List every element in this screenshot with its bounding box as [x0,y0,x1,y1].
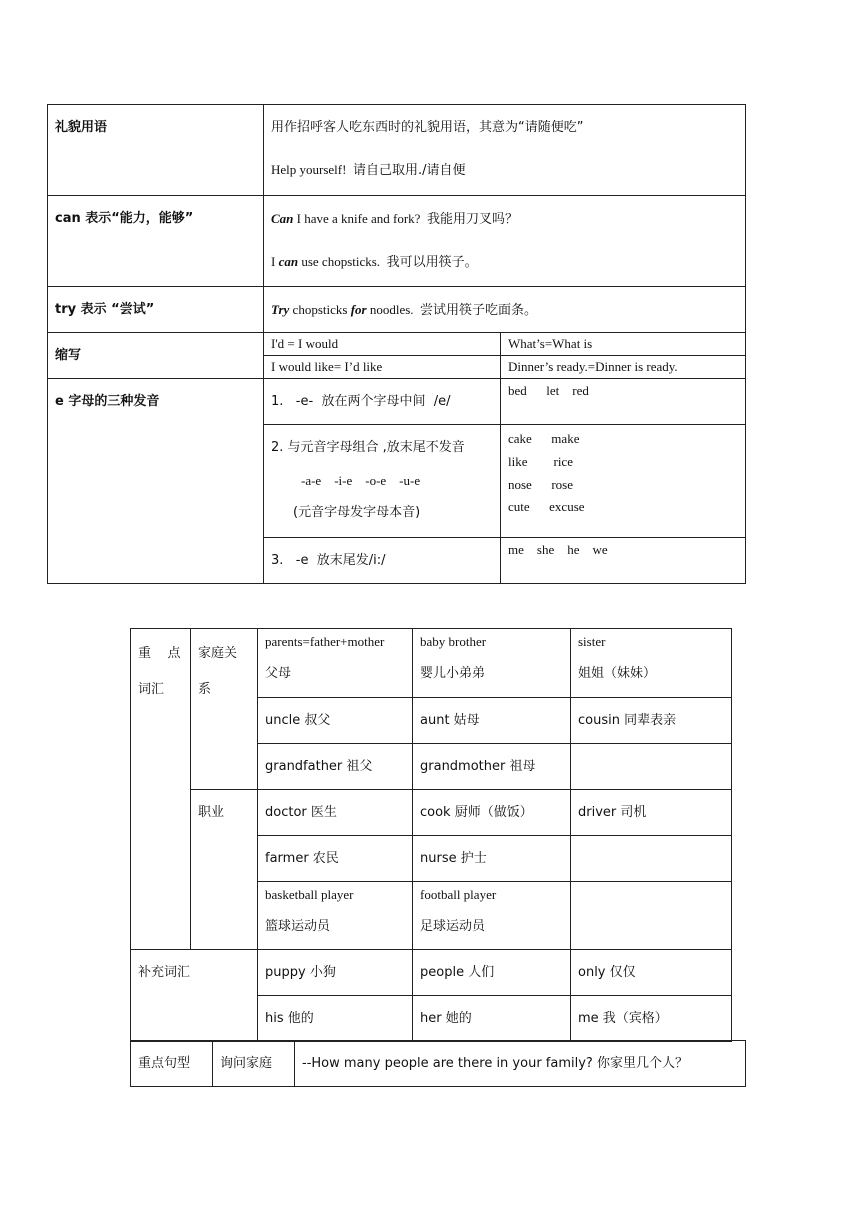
polite-content [264,105,746,196]
people-cell: people 人们 [413,950,571,996]
e-sound-label: e 字母的三种发音 [48,379,264,584]
e-sound-words-2-line4: cute excuse [508,499,585,515]
can-row [48,196,746,287]
e-sound-words-3: me she he we [501,538,746,584]
nurse-cell: nurse 护士 [413,836,571,882]
try-zh: 尝试用筷子吃面条。 [420,303,538,318]
abbr-cell-3: I would like= I’d like [264,356,501,379]
can-ex2-pre: I [271,253,279,269]
her-cell: her 她的 [413,996,571,1042]
key-words-label-line1: 重 点 [138,646,181,661]
can-example-2 [271,253,738,272]
cook-cell: cook 厨师（做饭） [413,790,571,836]
key-words-label [131,629,191,950]
baby-zh: 婴儿小弟弟 [420,665,486,681]
family-label [191,629,258,790]
abbr-label: 缩写 [48,333,264,379]
sentence-table [130,1040,746,1087]
abbr-cell-1: I'd = I would [264,333,501,356]
only-cell: only 仅仅 [571,950,732,996]
e-sound-words-2-line2: like rice [508,453,573,469]
e-sound-rule-1: 1. -e- 放在两个字母中间 /e/ [264,379,501,425]
e-sound-rule-2-line2: -a-e -i-e -o-e -u-e [301,472,421,488]
sister-zh: 姐姐（妹妹） [578,665,657,681]
can-ex2-en: use chopsticks. [298,253,381,269]
e-sound-words-1: bed let red [501,379,746,425]
ask-family-label: 询问家庭 [213,1041,295,1087]
basketball-en: basketball player [265,887,354,902]
grandmother-cell: grandmother 祖母 [413,744,571,790]
baby-cell [413,629,571,698]
e-sound-rule-2-line3: (元音字母发字母本音) [293,505,421,521]
try-row [48,287,746,333]
football-cell [413,882,571,950]
grandfather-cell: grandfather 祖父 [258,744,413,790]
sentence-row [131,1041,746,1087]
try-end: noodles. [366,302,414,317]
polite-line2 [271,161,738,180]
football-zh: 足球运动员 [420,918,486,934]
try-label: try 表示 “尝试” [48,287,264,333]
farmer-cell: farmer 农民 [258,836,413,882]
polite-line2-zh: 请自己取用./请自便 [352,162,466,178]
try-keyword-2: for [350,302,367,317]
key-words-label-line2: 词汇 [138,681,165,697]
e-sound-words-2-line1: cake make [508,431,580,446]
jobs-label: 职业 [191,790,258,950]
e-sound-words-2-line3: nose rose [508,476,573,492]
vocab-row-doctor [131,790,732,836]
basketball-cell [258,882,413,950]
family-label-line2: 系 [198,681,212,697]
me-cell: me 我（宾格） [571,996,732,1042]
driver-cell: driver 司机 [571,790,732,836]
e-sound-row-1 [48,379,746,425]
can-ex2-keyword: can [278,253,299,269]
sister-cell [571,629,732,698]
polite-row [48,105,746,196]
polite-line1: 用作招呼客人吃东西时的礼貌用语，其意为“请随便吃” [271,120,584,135]
e-sound-rule-3: 3. -e 放末尾发/i:/ [264,538,501,584]
try-keyword-1: Try [271,302,290,317]
grammar-table [47,104,746,584]
basketball-zh: 篮球运动员 [265,918,331,934]
polite-line2-en: Help yourself! [271,161,347,177]
sister-en: sister [578,634,606,649]
baby-en: baby brother [420,634,487,649]
e-sound-words-2 [501,425,746,538]
can-content [264,196,746,287]
aunt-cell: aunt 姑母 [413,698,571,744]
vocab-row-puppy [131,950,732,996]
puppy-cell: puppy 小狗 [258,950,413,996]
abbr-cell-2: What’s=What is [501,333,746,356]
vocab-row-parents [131,629,732,698]
football-en: football player [420,887,497,902]
family-question: --How many people are there in your family? 你家里几个人？ [295,1041,746,1087]
abbr-row-1 [48,333,746,356]
can-ex1-zh: 我能用刀叉吗？ [426,212,518,227]
parents-zh: 父母 [265,665,292,681]
cousin-cell: cousin 同辈表亲 [571,698,732,744]
can-ex1-en: I have a knife and fork? [293,211,421,226]
try-content [264,287,746,333]
key-sentence-label: 重点句型 [131,1041,213,1087]
polite-label: 礼貌用语 [48,105,264,196]
can-example-1 [271,210,738,229]
can-ex1-keyword: Can [271,211,294,226]
doctor-cell: doctor 医生 [258,790,413,836]
empty-cell-3 [571,882,732,950]
uncle-cell: uncle 叔父 [258,698,413,744]
can-label: can 表示“能力，能够” [48,196,264,287]
try-mid: chopsticks [289,302,351,317]
extra-words-label: 补充词汇 [131,950,258,1042]
vocab-table [130,628,732,1042]
e-sound-rule-2 [264,425,501,538]
parents-cell [258,629,413,698]
abbr-cell-4: Dinner’s ready.=Dinner is ready. [501,356,746,379]
family-label-line1: 家庭关 [198,646,238,661]
empty-cell-2 [571,836,732,882]
his-cell: his 他的 [258,996,413,1042]
can-ex2-zh: 我可以用筷子。 [386,254,478,270]
empty-cell-1 [571,744,732,790]
parents-en: parents=father+mother [265,634,385,649]
e-sound-rule-2-line1: 2. 与元音字母组合 ,放末尾不发音 [271,440,465,455]
